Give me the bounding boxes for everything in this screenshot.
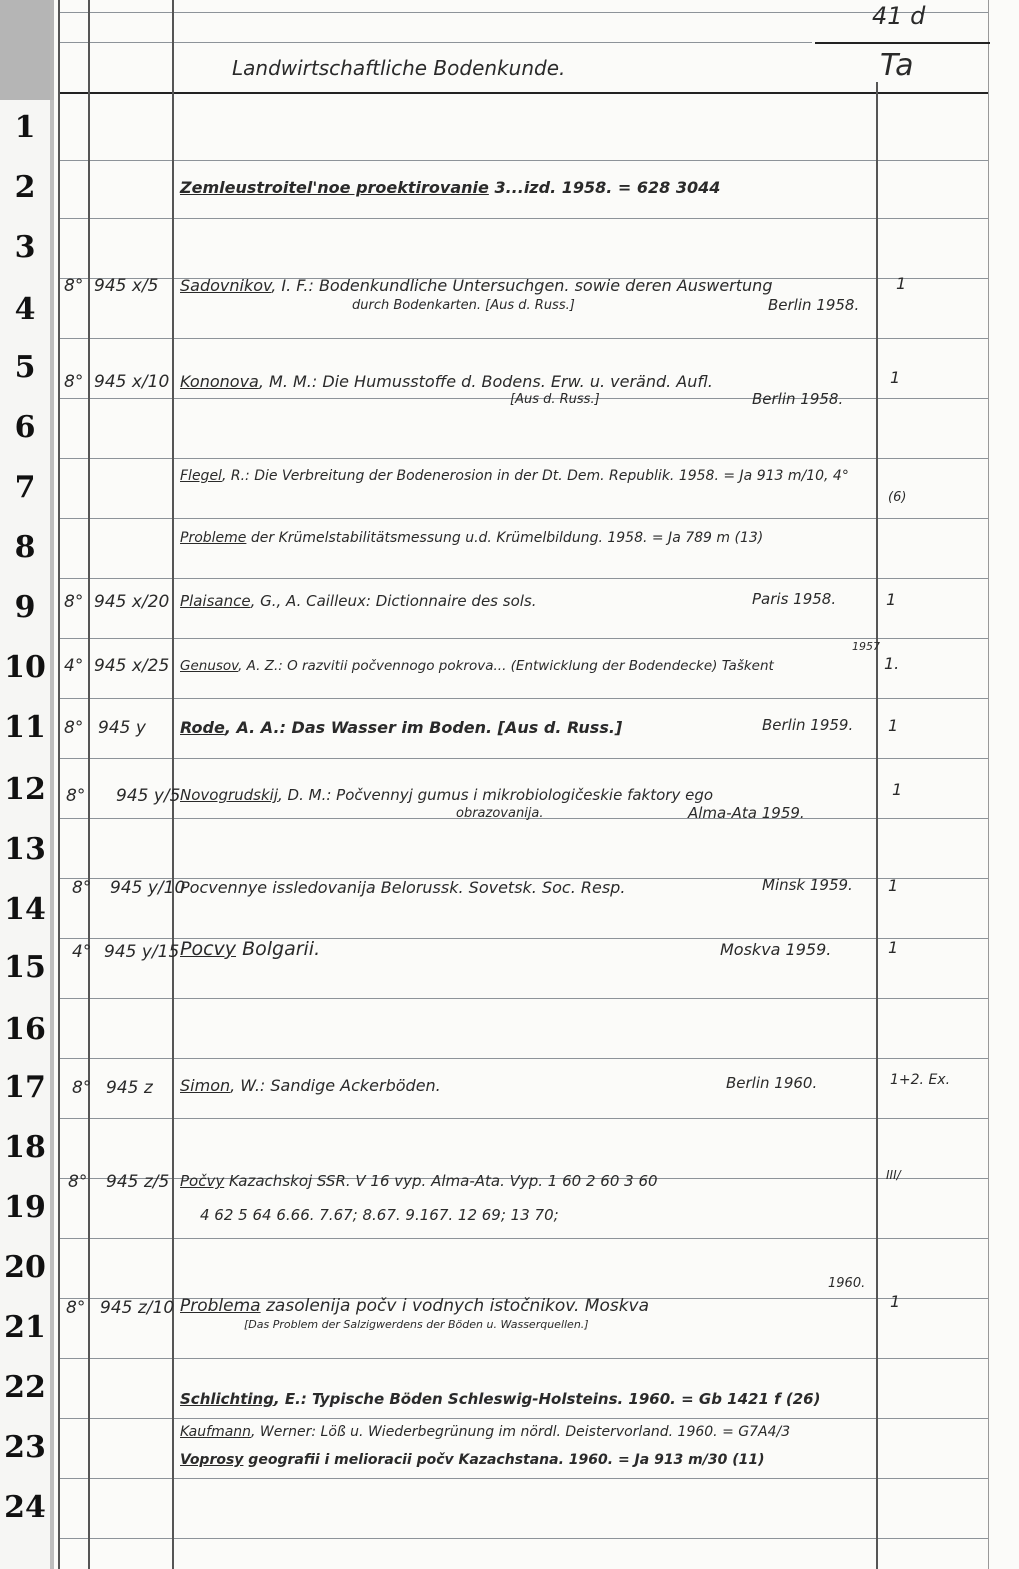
row-number: 23 — [4, 1430, 46, 1465]
catalog-entry — [180, 658, 774, 674]
entry-author: Schlichting — [180, 1390, 274, 1408]
catalog-entry — [180, 786, 713, 804]
entry-place-year: Berlin 1958. — [768, 296, 860, 314]
row-number: 18 — [4, 1130, 46, 1165]
column-rule — [876, 82, 878, 1569]
entry-author: Voprosy — [180, 1452, 244, 1468]
column-rule — [172, 0, 174, 1569]
entry-copies: 1 — [888, 938, 899, 957]
entry-title: , E.: Typische Böden Schleswig-Holsteins. 1960. = Gb 1421 f (26) — [273, 1390, 821, 1408]
entry-title: , R.: Die Verbreitung der Bodenerosion in der Dt. Dem. Republik. 1958. = Ja 913 m/10, 4° — [221, 468, 849, 484]
entry-place-year: Berlin 1960. — [726, 1074, 818, 1092]
entry-title: , M. M.: Die Humusstoffe d. Bodens. Erw. u. veränd. Aufl. — [258, 372, 713, 391]
entry-shelfmark: 945 y/10 — [110, 878, 186, 898]
entry-title: zasolenija počv i vodnych istočnikov. Moskva — [260, 1296, 650, 1316]
entry-format: 4° — [72, 942, 92, 962]
entry-title: , D. M.: Počvennyj gumus i mikrobiologičeskie faktory ego — [278, 786, 714, 804]
ruled-line — [58, 12, 988, 13]
page-title: Landwirtschaftliche Bodenkunde. — [232, 56, 566, 80]
entry-place-year: 1957 — [852, 640, 880, 653]
entry-format: 4° — [64, 656, 84, 676]
catalog-entry — [180, 1452, 765, 1468]
entry-copies: 1 — [888, 716, 899, 735]
entry-copies: 1 — [886, 590, 897, 609]
row-number: 11 — [4, 710, 46, 745]
entry-title: 3...izd. 1958. = 628 3044 — [488, 178, 721, 197]
entry-title: , I. F.: Bodenkundliche Untersuchgen. sowie deren Auswertung — [271, 276, 773, 295]
entry-shelfmark: 945 y — [98, 718, 146, 738]
entry-title: , A. A.: Das Wasser im Boden. [Aus d. Russ.] — [224, 718, 623, 737]
entry-title: , A. Z.: O razvitii počvennogo pokrova... (Entwicklung der Bodendecke) Taškent — [238, 658, 774, 674]
entry-place-year: Berlin 1959. — [762, 716, 854, 734]
ruled-line — [58, 218, 988, 219]
row-number: 1 — [14, 110, 36, 145]
catalog-entry — [180, 1076, 441, 1095]
row-number: 9 — [14, 590, 36, 625]
entry-place-year: Paris 1958. — [752, 590, 837, 608]
entry-shelfmark: 945 z — [106, 1078, 153, 1098]
entry-place-year: Berlin 1958. — [752, 390, 844, 408]
entry-copies: 1 — [896, 274, 907, 293]
entry-title-continued: 4 62 5 64 6.66. 7.67; 8.67. 9.167. 12 69; 13 70; — [200, 1206, 559, 1224]
entry-author: Plaisance — [180, 592, 251, 610]
entry-copies: 1+2. Ex. — [890, 1072, 951, 1088]
page-reference: 41 d — [872, 2, 926, 30]
catalog-entry — [180, 178, 720, 197]
entry-place-year: 1960. — [828, 1276, 866, 1291]
entry-format: 8° — [72, 1078, 92, 1098]
entry-shelfmark: 945 x/5 — [94, 276, 159, 296]
entry-title: der Krümelstabilitätsmessung u.d. Krümelbildung. 1958. = Ja 789 m (13) — [246, 530, 764, 546]
ruled-line — [58, 698, 988, 699]
ruled-line — [58, 518, 988, 519]
entry-format: 8° — [68, 1172, 88, 1192]
ruled-line — [58, 1478, 988, 1479]
row-number: 10 — [4, 650, 46, 685]
ruled-line — [58, 1538, 988, 1539]
ruled-line — [58, 1238, 988, 1239]
entry-title-continued: obrazovanija. — [456, 806, 544, 821]
row-number: 19 — [4, 1190, 46, 1225]
ruled-line — [58, 638, 988, 639]
ruled-line — [58, 338, 988, 339]
entry-shelfmark: 945 y/15 — [104, 942, 180, 962]
entry-title: Bolgarii. — [236, 938, 321, 960]
entry-place-year: Alma-Ata 1959. — [688, 804, 805, 822]
ruled-line — [58, 1118, 988, 1119]
scan-edge — [0, 0, 58, 100]
entry-author: Zemleustroitel'noe proektirovanie — [180, 178, 489, 197]
row-number: 14 — [4, 892, 46, 927]
catalog-entry — [180, 276, 772, 295]
entry-title: , G., A. Cailleux: Dictionnaire des sols. — [250, 592, 537, 610]
entry-place-year: Moskva 1959. — [720, 940, 832, 959]
entry-copies: 1 — [888, 876, 899, 895]
row-number: 24 — [4, 1490, 46, 1525]
catalog-entry — [180, 530, 763, 546]
catalog-entry — [180, 878, 625, 897]
catalog-entry — [180, 938, 320, 960]
entry-title: Kazachskoj SSR. V 16 vyp. Alma-Ata. Vyp. 1 60 2 60 3 60 — [224, 1172, 658, 1190]
catalog-entry — [180, 718, 622, 737]
ruled-line — [58, 1058, 988, 1059]
entry-author: Sadovnikov — [180, 276, 272, 295]
entry-format: 8° — [64, 718, 84, 738]
entry-copies: 1 — [892, 780, 903, 799]
entry-title-continued: durch Bodenkarten. [Aus d. Russ.] — [352, 298, 575, 313]
ruled-line — [58, 578, 988, 579]
entry-shelfmark: 945 y/5 — [116, 786, 181, 806]
entry-format: 8° — [64, 276, 84, 296]
row-number: 7 — [14, 470, 36, 505]
row-number: 8 — [14, 530, 36, 565]
entry-author: Flegel — [180, 468, 222, 484]
ruled-line — [58, 1418, 988, 1419]
entry-author: Pocvy — [180, 938, 237, 960]
entry-author: Genusov — [180, 658, 239, 674]
entry-copies: III/ — [886, 1168, 901, 1182]
header-rule — [58, 92, 988, 94]
row-number: 15 — [4, 950, 46, 985]
row-number: 4 — [14, 292, 36, 327]
catalog-entry — [180, 1296, 649, 1316]
row-number: 17 — [4, 1070, 46, 1105]
row-number: 16 — [4, 1012, 46, 1047]
entry-format: 8° — [72, 878, 92, 898]
catalog-entry — [180, 468, 849, 484]
entry-title: geografii i melioracii počv Kazachstana. 1960. = Ja 913 m/30 (11) — [243, 1452, 765, 1468]
catalog-entry — [180, 592, 537, 610]
entry-author: Počvy — [180, 1172, 225, 1190]
entry-title-continued: (6) — [888, 490, 907, 505]
catalog-entry — [180, 372, 713, 391]
row-number: 12 — [4, 772, 46, 807]
entry-place-year: Minsk 1959. — [762, 876, 853, 894]
entry-shelfmark: 945 x/20 — [94, 592, 170, 612]
catalog-entry — [180, 1172, 658, 1190]
entry-author: Novogrudskij — [180, 786, 279, 804]
entry-author: Probleme — [180, 530, 247, 546]
entry-author: Rode — [180, 718, 225, 737]
row-number: 3 — [14, 230, 36, 265]
entry-author: Pocvennye — [180, 878, 268, 897]
row-number: 22 — [4, 1370, 46, 1405]
catalog-entry — [180, 1424, 790, 1440]
row-number: 6 — [14, 410, 36, 445]
column-tag: Ta — [880, 48, 914, 83]
entry-title: issledovanija Belorussk. Sovetsk. Soc. Resp. — [267, 878, 626, 897]
entry-format: 8° — [64, 592, 84, 612]
row-number: 20 — [4, 1250, 46, 1285]
entry-format: 8° — [64, 372, 84, 392]
ruled-line — [58, 1358, 988, 1359]
entry-copies: 1. — [884, 654, 900, 673]
ruled-line — [58, 998, 988, 999]
entry-copies: 1 — [890, 368, 901, 387]
entry-format: 8° — [66, 1298, 86, 1318]
ruled-line — [58, 758, 988, 759]
ruled-line — [58, 458, 988, 459]
row-number: 13 — [4, 832, 46, 867]
entry-shelfmark: 945 x/25 — [94, 656, 170, 676]
entry-shelfmark: 945 z/5 — [106, 1172, 170, 1192]
entry-copies: 1 — [890, 1292, 901, 1311]
ledger-sheet — [54, 0, 1019, 1569]
entry-title: , W.: Sandige Ackerböden. — [230, 1076, 441, 1095]
column-rule — [88, 0, 90, 1569]
column-rule — [988, 0, 989, 1569]
entry-shelfmark: 945 x/10 — [94, 372, 170, 392]
entry-format: 8° — [66, 786, 86, 806]
row-number: 2 — [14, 170, 36, 205]
catalog-entry — [180, 1390, 820, 1408]
ruled-line — [58, 160, 988, 161]
entry-author: Problema — [180, 1296, 261, 1316]
column-rule — [58, 0, 60, 1569]
entry-shelfmark: 945 z/10 — [100, 1298, 175, 1318]
row-number: 21 — [4, 1310, 46, 1345]
page-ref-rule — [815, 42, 990, 44]
entry-author: Kononova — [180, 372, 259, 391]
entry-author: Simon — [180, 1076, 231, 1095]
entry-title-continued: [Aus d. Russ.] — [510, 392, 600, 407]
row-number: 5 — [14, 350, 36, 385]
entry-author: Kaufmann — [180, 1424, 252, 1440]
entry-title: , Werner: Löß u. Wiederbegrünung im nördl. Deistervorland. 1960. = G7A4/3 — [251, 1424, 791, 1440]
entry-title-continued: [Das Problem der Salzigwerdens der Böden u. Wasserquellen.] — [244, 1318, 589, 1331]
